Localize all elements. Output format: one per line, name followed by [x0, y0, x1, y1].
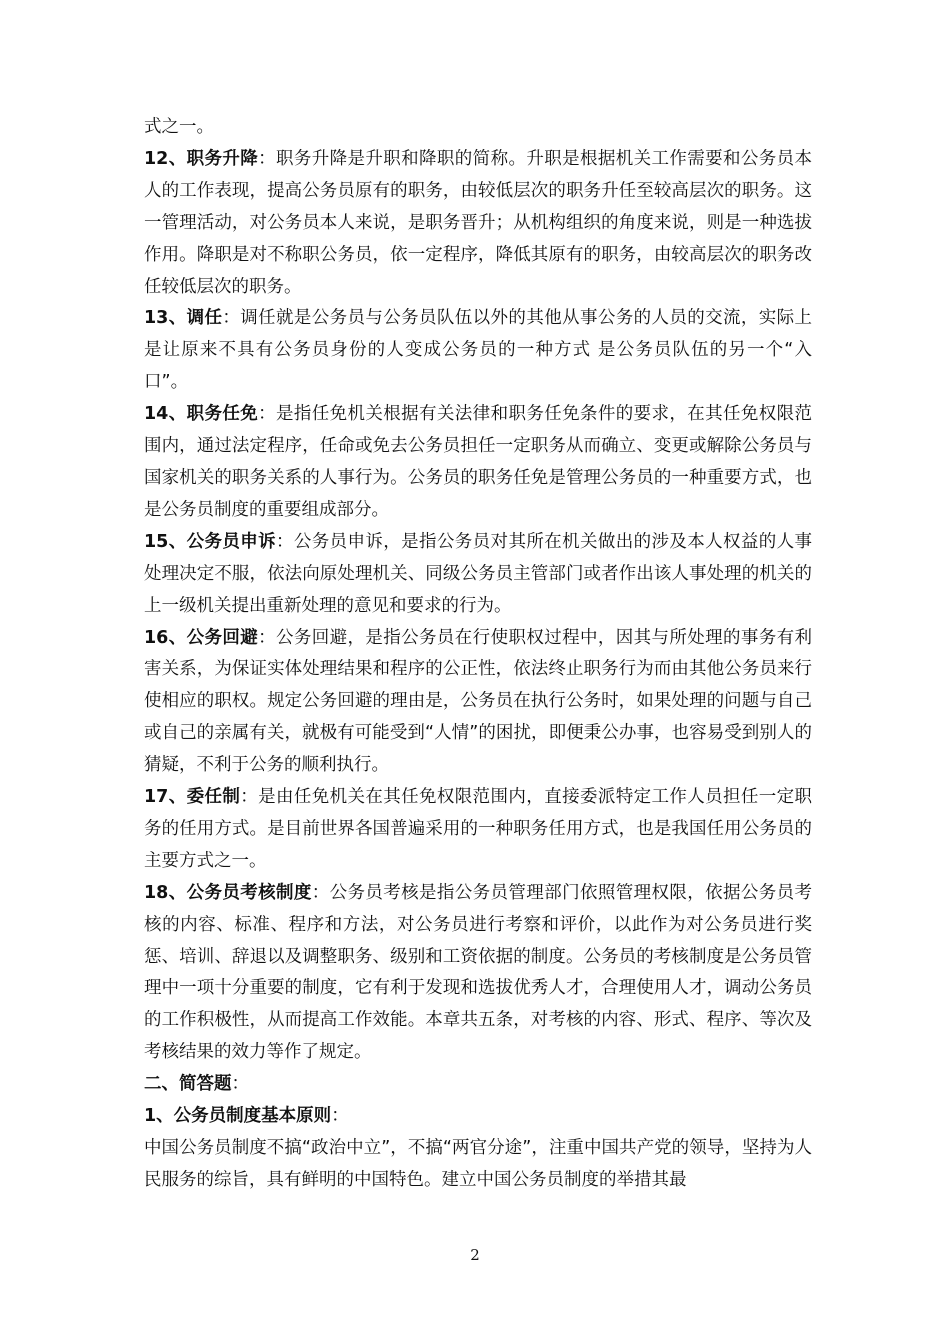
continuation-text: 式之一。: [144, 117, 214, 137]
subheading-suffix: ：: [331, 1106, 349, 1127]
section-heading: [144, 1069, 812, 1101]
entry-12-text: ：职务升降是升职和降职的简称。升职是根据机关工作需要和公务员本人的工作表现，提高公务员原有的职务，由较低层次的职务升任至较高层次的职务。这一管理活动，对公务员本人来说，是职务晋升；从机构组织的角度来说，则是一种选拔作用。降职是对不称职公务员，依一定程序，降低其原有的职务，由较高层次的职务改任较低层次的职务。: [144, 148, 813, 297]
entry-16-text: ：公务回避，是指公务员在行使职权过程中，因其与所处理的事务有利害关系，为保证实体处理结果和程序的公正性，依法终止职务行为而由其他公务员来行使相应的职权。规定公务回避的理由是，公务员在执行公务时，如果处理的问题与自己或自己的亲属有关，就极有可能受到“人情”的困扰，即便秉公办事，也容易受到别人的猜疑，不利于公务的顺利执行。: [144, 627, 813, 776]
section-heading-suffix: ：: [231, 1074, 249, 1095]
entry-15-text: ：公务员申诉，是指公务员对其所在机关做出的涉及本人权益的人事处理决定不服，依法向原处理机关、同级公务员主管部门或者作出该人事处理的机关的上一级机关提出重新处理的意见和要求的行为。: [144, 531, 813, 616]
entry-12: [144, 144, 812, 304]
entry-17-text: ：是由任免机关在其任免权限范围内，直接委派特定工作人员担任一定职务的任用方式。是目前世界各国普遍采用的一种职务任用方式，也是我国任用公务员的主要方式之一。: [144, 787, 812, 871]
entry-15: [144, 527, 812, 623]
page-number: 2: [470, 1246, 480, 1264]
entry-17: [144, 782, 812, 878]
entry-13-text: ：调任就是公务员与公务员队伍以外的其他从事公务的人员的交流，实际上是让原来不具有公务员身份的人变成公务员的一种方式 是公务员队伍的另一个“入口”。: [144, 308, 812, 393]
entry-18-text: ：公务员考核是指公务员管理部门依照管理权限，依据公务员考核的内容、标准、程序和方法，对公务员进行考察和评价，以此作为对公务员进行奖惩、培训、辞退以及调整职务、级别和工资依据的制度。公务员的考核制度是公务员管理中一项十分重要的制度，它有利于发现和选拔优秀人才，合理使用人才，调动公务员的工作积极性，从而提高工作效能。本章共五条，对考核的内容、形式、程序、等次及考核结果的效力等作了规定。: [144, 882, 812, 1063]
entry-15-term: 15、公务员申诉: [144, 531, 277, 552]
entry-12-term: 12、职务升降: [144, 148, 259, 169]
entry-16-term: 16、公务回避: [144, 627, 259, 648]
entry-18-term: 18、公务员考核制度: [144, 882, 312, 903]
entry-17-term: 17、委任制: [144, 787, 241, 808]
entry-16: [144, 623, 812, 783]
entry-14: [144, 399, 812, 527]
entry-14-text: ：是指任免机关根据有关法律和职务任免条件的要求，在其任免权限范围内，通过法定程序，任命或免去公务员担任一定职务从而确立、变更或解除公务员与国家机关的职务关系的人事行为。公务员的职务任免是管理公务员的一种重要方式，也是公务员制度的重要组成部分。: [144, 404, 813, 520]
subheading: [144, 1101, 812, 1133]
entry-13: [144, 303, 812, 399]
entry-14-term: 14、职务任免: [144, 404, 259, 425]
entry-13-term: 13、调任: [144, 308, 223, 329]
subheading-title: 1、公务员制度基本原则: [144, 1106, 332, 1127]
document-body: [144, 112, 812, 1197]
section-heading-title: 二、简答题: [144, 1074, 232, 1095]
entry-18: [144, 878, 812, 1069]
final-paragraph: 中国公务员制度不搞“政治中立”，不搞“两官分途”，注重中国共产党的领导，坚持为人民服务的综旨，具有鲜明的中国特色。建立中国公务员制度的举措其最: [144, 1138, 812, 1190]
